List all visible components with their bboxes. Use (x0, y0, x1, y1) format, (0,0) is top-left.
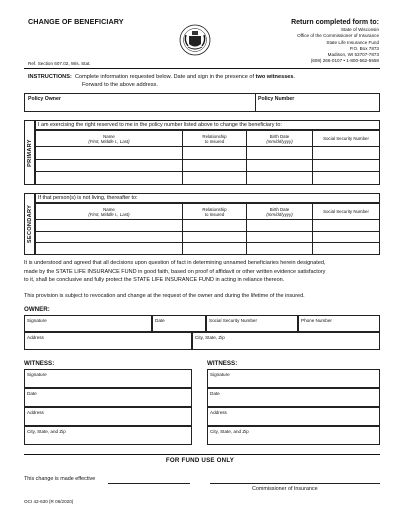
primary-birthdate-cell[interactable] (247, 172, 313, 185)
witness2-date-field[interactable] (207, 388, 380, 407)
revocation-paragraph: This provision is subject to revocation and change at the request of the owner and during the lifetime of the insured. (24, 293, 305, 299)
owner-heading: OWNER: (24, 306, 50, 313)
effective-date-field[interactable] (108, 476, 190, 484)
policy-owner-field[interactable] (26, 101, 253, 111)
primary-relationship-cell[interactable] (183, 159, 247, 172)
witness1-date-label: Date (27, 391, 37, 396)
owner-address-label: Address (27, 335, 44, 340)
primary-ssn-cell[interactable] (313, 172, 380, 185)
primary-label-text: PRIMARY (26, 138, 33, 167)
primary-ssn-cell[interactable] (313, 159, 380, 172)
secondary-ssn-cell[interactable] (313, 231, 380, 243)
witness1-address-label: Address (27, 410, 44, 415)
secondary-intro: If that person(s) is not living, thereafter to: (38, 195, 138, 201)
return-line: Office of the Commissioner of Insurance (297, 33, 379, 39)
witness2-signature-field[interactable] (207, 369, 380, 388)
secondary-name-cell[interactable] (36, 243, 183, 255)
return-address (291, 18, 379, 65)
owner-phone-label: Phone Number (301, 318, 332, 323)
secondary-ssn-cell[interactable] (313, 220, 380, 232)
primary-intro: I am exercising the right reserved to me in the policy number listed above to change the beneficiary to: (38, 122, 282, 128)
secondary-col-birthdate: Birth Date (mm/dd/yyyy) (247, 204, 313, 220)
primary-col-relationship: Relationship to Insured (183, 131, 247, 147)
instructions-label: INSTRUCTIONS: (28, 74, 72, 80)
agreement-line: It is understood and agreed that all decisions upon question of fact in determining unnamed beneficiaries herein designated, (24, 260, 326, 266)
owner-city-field[interactable] (192, 332, 380, 350)
instructions (28, 73, 295, 89)
table-row (36, 243, 380, 255)
secondary-table (35, 203, 380, 255)
primary-relationship-cell[interactable] (183, 147, 247, 160)
owner-address-field[interactable] (24, 332, 192, 350)
table-row (36, 231, 380, 243)
primary-name-cell[interactable] (36, 172, 183, 185)
instructions-text: Complete information requested below. Date and sign in the presence of (74, 74, 255, 80)
effective-label: This change is made effective (24, 476, 96, 482)
witness2-signature-label: Signature (210, 372, 230, 377)
owner-ssn-label: Social Security Number (209, 318, 257, 323)
owner-ssn-field[interactable] (206, 315, 298, 332)
witness2-city-field[interactable] (207, 426, 380, 445)
primary-birthdate-cell[interactable] (247, 159, 313, 172)
owner-phone-field[interactable] (298, 315, 380, 332)
return-line: (608) 266-0107 • 1-800-562-5558 (310, 58, 379, 64)
witness2-address-label: Address (210, 410, 227, 415)
instructions-end: . (293, 74, 296, 80)
secondary-name-cell[interactable] (36, 231, 183, 243)
table-row (36, 172, 380, 185)
policy-number-label: Policy Number (258, 96, 295, 102)
witness2-address-field[interactable] (207, 407, 380, 426)
header-divider (24, 68, 380, 69)
table-row (36, 220, 380, 232)
secondary-relationship-cell[interactable] (183, 220, 247, 232)
witness1-city-field[interactable] (24, 426, 192, 445)
fund-use-heading: FOR FUND USE ONLY (165, 457, 235, 464)
secondary-relationship-cell[interactable] (183, 243, 247, 255)
return-line: State Life Insurance Fund (326, 39, 379, 45)
secondary-birthdate-cell[interactable] (247, 231, 313, 243)
policy-divider (255, 93, 256, 112)
witness1-city-label: City, State, and Zip (27, 429, 66, 434)
primary-col-ssn: Social Security Number (313, 131, 380, 147)
primary-name-cell[interactable] (36, 147, 183, 160)
commissioner-label: Commissioner of Insurance (252, 486, 318, 492)
wisconsin-seal-icon (179, 24, 211, 56)
owner-signature-field[interactable] (24, 315, 152, 332)
secondary-birthdate-cell[interactable] (247, 220, 313, 232)
return-heading: Return completed form to: (291, 19, 379, 26)
policy-number-field[interactable] (257, 101, 378, 111)
agreement-paragraph (24, 259, 380, 285)
witness1-signature-field[interactable] (24, 369, 192, 388)
instructions-bold: two witnesses (255, 74, 294, 80)
witness2-city-label: City, State, and Zip (210, 429, 249, 434)
return-line: Madison, WI 53707-7873 (327, 52, 379, 58)
table-row (36, 147, 380, 160)
agreement-line: made by the STATE LIFE INSURANCE FUND in good faith, based on proof of affidavit or other written evidence satisfactory (24, 268, 326, 275)
witness1-heading: WITNESS: (24, 360, 55, 367)
secondary-side-label (24, 193, 35, 255)
owner-signature-label: Signature (27, 318, 47, 323)
return-line: State of Wisconsin (340, 27, 379, 32)
statute-reference: Ref. Section 607.02, Wis. Stat. (28, 61, 91, 66)
table-row (36, 159, 380, 172)
secondary-label-text: SECONDARY (26, 204, 33, 244)
return-line: P.O. Box 7873 (349, 45, 379, 51)
primary-relationship-cell[interactable] (183, 172, 247, 185)
commissioner-signature-field[interactable] (210, 476, 380, 484)
secondary-col-name: Name (First, Middle I., Last) (36, 204, 183, 220)
secondary-ssn-cell[interactable] (313, 243, 380, 255)
owner-date-field[interactable] (152, 315, 206, 332)
witness2-date-label: Date (210, 391, 220, 396)
policy-owner-label: Policy Owner (28, 96, 61, 102)
primary-ssn-cell[interactable] (313, 147, 380, 160)
primary-col-birthdate: Birth Date (mm/dd/yyyy) (247, 131, 313, 147)
primary-name-cell[interactable] (36, 159, 183, 172)
secondary-relationship-cell[interactable] (183, 231, 247, 243)
owner-city-label: City, State, Zip (195, 335, 225, 340)
owner-date-label: Date (155, 318, 165, 323)
witness1-date-field[interactable] (24, 388, 192, 407)
instructions-line2: Forward to the above address. (82, 82, 158, 88)
primary-side-label (24, 120, 35, 185)
secondary-birthdate-cell[interactable] (247, 243, 313, 255)
primary-birthdate-cell[interactable] (247, 147, 313, 160)
secondary-name-cell[interactable] (36, 220, 183, 232)
primary-table (35, 130, 380, 185)
agreement-line: to it, shall be conclusive and fully protect the STATE LIFE INSURANCE FUND in acting in reliance thereon. (24, 277, 285, 284)
secondary-col-ssn: Social Security Number (313, 204, 380, 220)
form-id: OCI 42-630 (R 06/2020) (24, 499, 74, 504)
form-title: CHANGE OF BENEFICIARY (28, 17, 124, 26)
fund-divider (24, 454, 380, 455)
witness1-signature-label: Signature (27, 372, 47, 377)
primary-col-name: Name (First, Middle I., Last) (36, 131, 183, 147)
witness2-heading: WITNESS: (207, 360, 238, 367)
secondary-col-relationship: Relationship to Insured (183, 204, 247, 220)
witness1-address-field[interactable] (24, 407, 192, 426)
